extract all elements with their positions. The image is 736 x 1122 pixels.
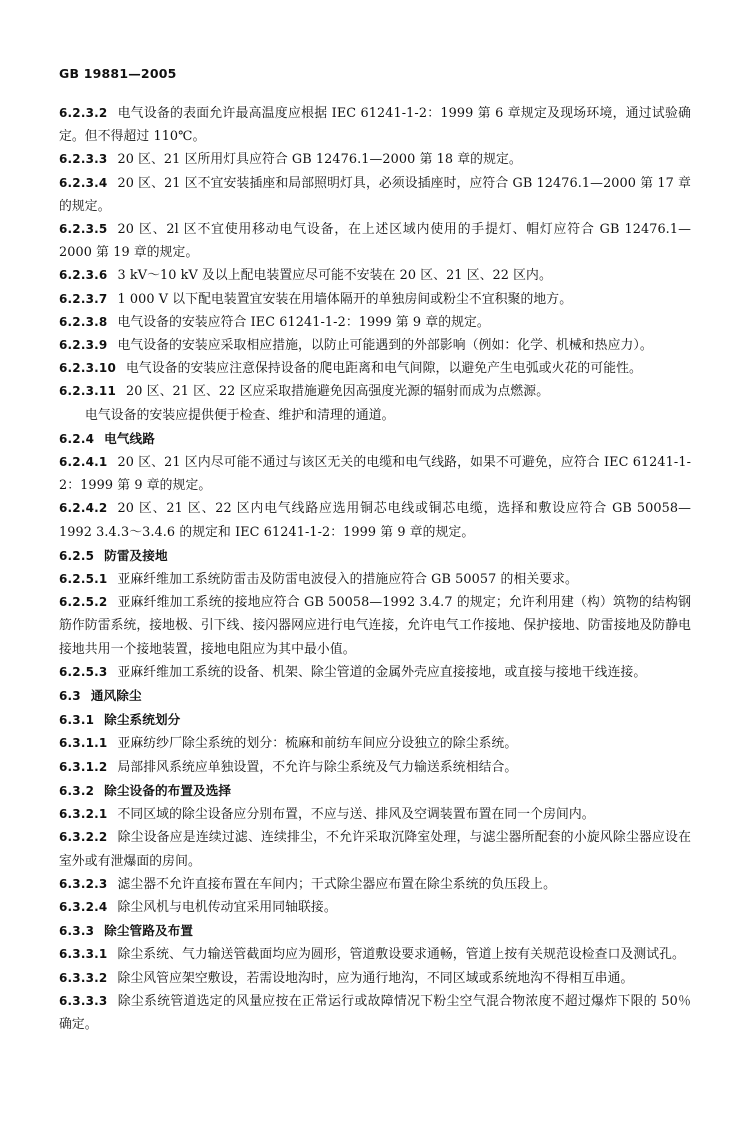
clause-text: 除尘设备应是连续过滤、连续排尘，不允许采取沉降室处理，与滤尘器所配套的小旋风除尘器应设在室外或有泄爆面的房间。 [59,830,691,869]
clause-paragraph [59,172,691,218]
clause-text: 20 区、21 区内尽可能不通过与该区无关的电缆和电气线路，如果不可避免，应符合 IEC 61241-1-2：1999 第 9 章的规定。 [59,455,691,494]
clause-number: 6.3.3.3 [59,993,108,1008]
clause-number: 6.2.3.11 [59,384,117,399]
clause-number: 6.3.3.1 [59,947,108,962]
clause-number: 6.2.3.8 [59,314,108,329]
clause-number: 6.3.2 [59,783,95,798]
clause-paragraph [59,967,691,990]
clause-number: 6.2.3.3 [59,152,108,167]
clause-text: 1 000 V 以下配电装置宜安装在用墙体隔开的单独房间或粉尘不宜积聚的地方。 [117,291,573,307]
section-heading [59,544,691,568]
clause-paragraph [59,896,691,919]
clause-paragraph [59,148,691,171]
clause-paragraph [59,311,691,334]
clause-text: 亚麻纤维加工系统的接地应符合 GB 50058—1992 3.4.7 的规定；允许利用建（构）筑物的结构钢筋作防雷系统，接地极、引下线、接闪器网应进行电气连接，允许电气工作接地、保护接地、防雷接地及防静电接地共用一个接地装置，接地电阻应为其中最小值。 [59,595,691,657]
clause-number: 6.3.2.3 [59,876,108,891]
clause-paragraph [59,873,691,896]
clause-number: 6.2.4 [59,431,95,446]
clause-paragraph [59,568,691,591]
heading-text: 除尘系统划分 [104,712,181,728]
clause-number: 6.3 [59,689,81,704]
clause-number: 6.3.2.2 [59,830,108,845]
clause-paragraph [59,732,691,755]
clause-text: 20 区、21 区不宜安装插座和局部照明灯具，必须设插座时，应符合 GB 12476.1—2000 第 17 章的规定。 [59,175,691,214]
section-heading [59,708,691,732]
clause-paragraph [59,288,691,311]
clause-number: 6.3.2.1 [59,807,108,822]
clause-number: 6.2.3.6 [59,268,108,283]
clause-number: 6.3.3.2 [59,970,108,985]
clause-paragraph [59,334,691,357]
clause-text: 除尘系统、气力输送管截面均应为圆形，管道敷设要求通畅，管道上按有关规范设检查口及测试孔。 [117,947,685,963]
clause-number: 6.2.5.3 [59,664,108,679]
clause-number: 6.2.3.9 [59,338,108,353]
heading-text: 除尘设备的布置及选择 [104,782,232,798]
clause-number: 6.2.3.4 [59,175,108,190]
clause-text: 20 区、21 区、22 区内电气线路应选用铜芯电线或铜芯电缆，选择和敷设应符合 GB 50058—1992 3.4.3～3.4.6 的规定和 IEC 61241-1-2：1999 第 9 章的规定。 [59,501,691,540]
section-heading [59,427,691,451]
section-heading [59,684,691,708]
clause-text: 3 kV～10 kV 及以上配电装置应尽可能不安装在 20 区、21 区、22 区内。 [117,268,552,284]
document-body [59,102,691,1036]
clause-number: 6.2.3.2 [59,106,108,120]
clause-text: 20 区、2l 区不宜使用移动电气设备，在上述区域内使用的手提灯、帽灯应符合 GB 12476.1—2000 第 19 章的规定。 [59,222,691,261]
clause-text: 电气设备的安装应注意保持设备的爬电距离和电气间隙，以避免产生电弧或火花的可能性。 [126,361,642,377]
clause-text: 电气设备的安装应采取相应措施，以防止可能遇到的外部影响（例如：化学、机械和热应力）。 [117,338,653,354]
clause-number: 6.2.4.1 [59,455,108,470]
clause-paragraph [59,218,691,264]
clause-paragraph [59,591,691,661]
clause-paragraph [59,102,691,148]
heading-text: 电气线路 [104,430,155,446]
clause-paragraph [59,451,691,497]
clause-number: 6.2.4.2 [59,501,108,516]
clause-paragraph [59,990,691,1036]
clause-text: 亚麻纺纱厂除尘系统的划分：梳麻和前纺车间应分设独立的除尘系统。 [117,736,518,752]
clause-paragraph [59,803,691,826]
clause-text: 除尘风管应架空敷设，若需设地沟时，应为通行地沟，不同区域或系统地沟不得相互串通。 [117,970,634,986]
clause-text: 除尘风机与电机传动宜采用同轴联接。 [117,899,337,915]
clause-number: 6.2.5 [59,548,95,563]
clause-number: 6.3.3 [59,924,95,939]
heading-text: 除尘管路及布置 [104,923,194,939]
clause-number: 6.2.5.1 [59,572,108,587]
clause-number: 6.3.1.2 [59,759,108,774]
clause-text: 亚麻纤维加工系统的设备、机架、除尘管道的金属外壳应直接接地，或直接与接地干线连接。 [117,664,647,680]
clause-number: 6.2.3.5 [59,222,108,237]
section-heading [59,779,691,803]
clause-text: 局部排风系统应单独设置，不允许与除尘系统及气力输送系统相结合。 [117,759,518,775]
clause-paragraph [59,661,691,684]
clause-paragraph [59,404,691,427]
clause-text: 20 区、21 区、22 区应采取措施避免因高强度光源的辐射而成为点燃源。 [126,384,550,400]
clause-text: 滤尘器不允许直接布置在车间内；干式除尘器应布置在除尘系统的负压段上。 [117,876,556,892]
clause-text: 电气设备的安装应提供便于检查、维护和清理的通道。 [85,407,395,423]
clause-text: 不同区域的除尘设备应分别布置，不应与送、排风及空调装置布置在同一个房间内。 [117,807,595,823]
clause-number: 6.2.5.2 [59,595,108,610]
heading-text: 通风除尘 [90,688,142,704]
clause-text: 除尘系统管道选定的风量应按在正常运行或故障情况下粉尘空气混合物浓度不超过爆炸下限的 50％确定。 [59,993,691,1032]
clause-paragraph [59,380,691,403]
heading-text: 防雷及接地 [104,547,168,563]
clause-text: 电气设备的表面允许最高温度应根据 IEC 61241-1-2：1999 第 6 章规定及现场环境，通过试验确定。但不得超过 110℃。 [59,106,691,145]
clause-number: 6.3.1 [59,713,95,728]
clause-paragraph [59,264,691,287]
clause-paragraph [59,943,691,966]
section-heading [59,919,691,943]
clause-text: 20 区、21 区所用灯具应符合 GB 12476.1—2000 第 18 章的规定。 [117,152,522,168]
clause-text: 亚麻纤维加工系统防雷击及防雷电波侵入的措施应符合 GB 50057 的相关要求。 [117,572,578,588]
clause-number: 6.3.2.4 [59,899,108,914]
clause-paragraph [59,826,691,872]
clause-number: 6.3.1.1 [59,736,108,751]
document-header-code: GB 19881—2005 [59,66,177,81]
clause-number: 6.2.3.7 [59,291,108,306]
clause-number: 6.2.3.10 [59,361,117,376]
clause-paragraph [59,357,691,380]
clause-paragraph [59,756,691,779]
clause-paragraph [59,497,691,543]
clause-text: 电气设备的安装应符合 IEC 61241-1-2：1999 第 9 章的规定。 [117,314,490,330]
